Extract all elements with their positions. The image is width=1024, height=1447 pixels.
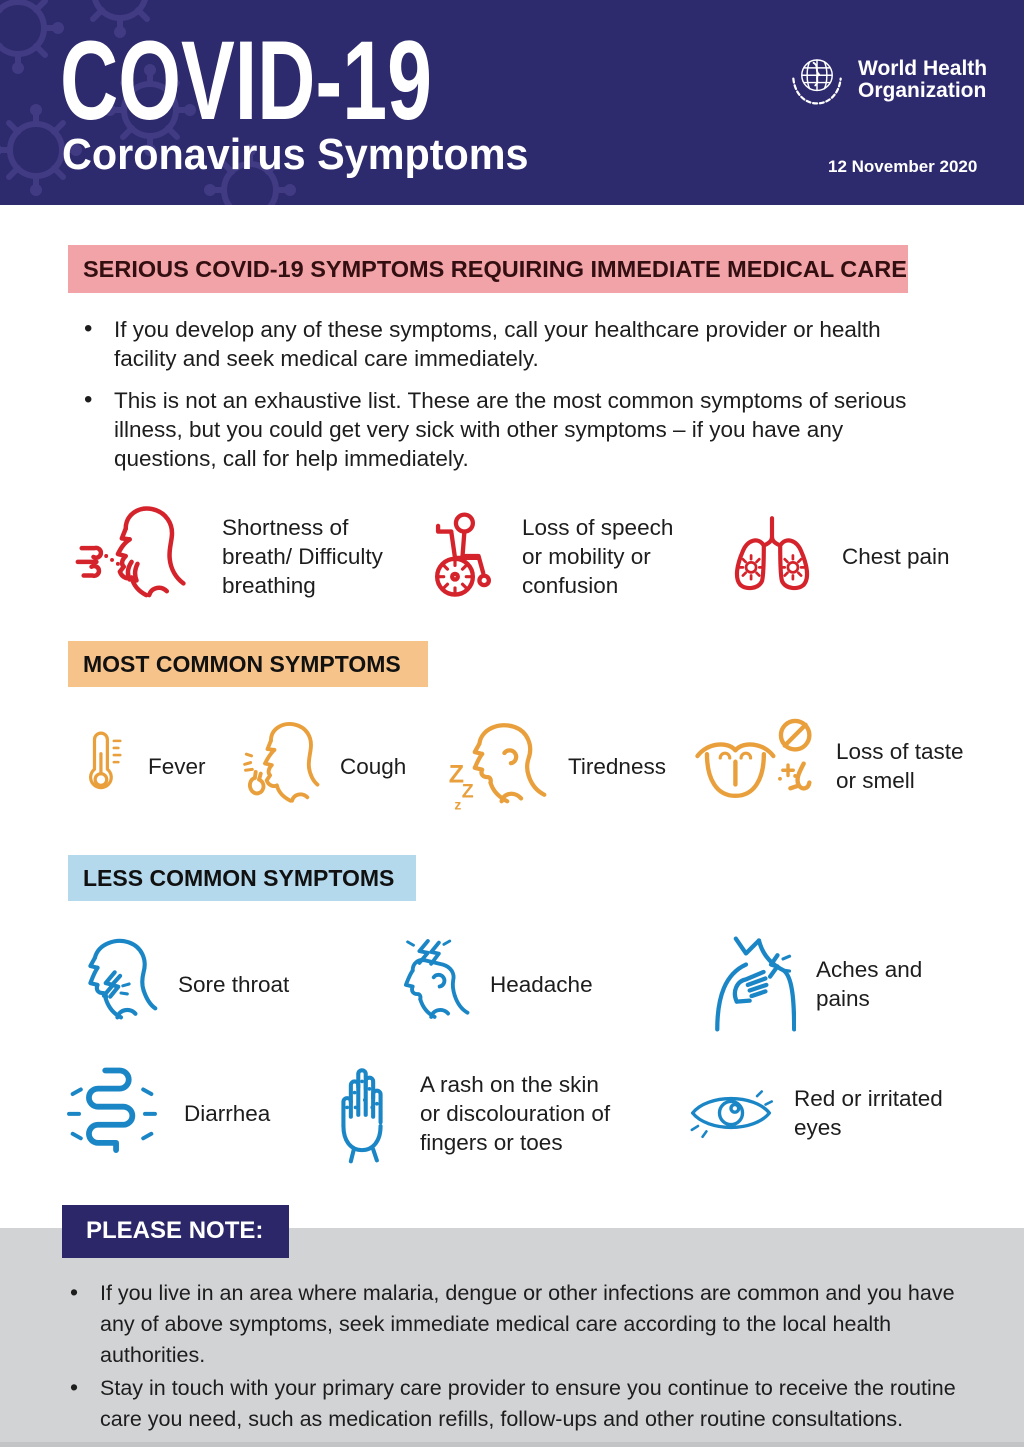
symptom-loss-of-taste [688, 716, 976, 816]
symptom-label: Shortness of breath/ Difficulty breathing [222, 514, 383, 598]
who-org-line1: World Health [858, 57, 988, 80]
please-note-banner: PLEASE NOTE: [62, 1205, 289, 1258]
shortness-of-breath-icon [70, 501, 202, 611]
symptom-label: Aches and pains [816, 957, 923, 1011]
headache-icon [384, 931, 470, 1037]
symptom-chest-pain [722, 512, 950, 600]
lungs-icon [722, 512, 822, 600]
symptom-shortness-of-breath [70, 501, 408, 611]
symptom-skin-rash [324, 1061, 688, 1165]
who-org-line2: Organization [858, 78, 987, 102]
poster-date: 12 November 2020 [828, 157, 978, 176]
symptom-label: A rash on the skin or discolouration of fingers or toes [420, 1071, 611, 1155]
coughing-person-icon [232, 713, 320, 819]
sore-throat-icon [66, 932, 158, 1036]
symptom-red-eyes [688, 1084, 946, 1142]
serious-section-banner: SERIOUS COVID-19 SYMPTOMS REQUIRING IMMEDIATE MEDICAL CARE [68, 245, 908, 293]
sleeping-person-icon [446, 715, 548, 817]
symptom-label: Red or irritated eyes [794, 1086, 943, 1140]
symptom-sore-throat [66, 932, 384, 1036]
aches-pains-icon [708, 932, 796, 1036]
symptom-aches-pains [708, 932, 938, 1036]
less-common-section-banner: LESS COMMON SYMPTOMS [68, 855, 416, 901]
svg-text:Z: Z [461, 780, 474, 803]
serious-bullet-list [78, 315, 920, 473]
svg-text:Z: Z [448, 760, 465, 789]
symptom-label: Cough [340, 753, 407, 779]
footer-note-section [0, 1228, 1024, 1447]
symptom-label: Diarrhea [184, 1100, 271, 1126]
most-common-section-banner: MOST COMMON SYMPTOMS [68, 641, 428, 687]
footer-bottom-edge [0, 1442, 1024, 1447]
symptom-fever [70, 713, 232, 819]
most-common-symptoms-row [0, 713, 1024, 819]
skin-rash-hand-icon [324, 1061, 400, 1165]
who-logo [786, 50, 987, 114]
who-org-name [858, 50, 987, 101]
header-band [0, 0, 1024, 205]
serious-symptoms-row [0, 501, 1024, 611]
thermometer-icon [70, 713, 128, 819]
who-emblem-icon [786, 50, 848, 114]
symptom-label: Tiredness [568, 753, 666, 779]
page-title: COVID-19 [60, 18, 432, 143]
less-common-symptoms-row-1 [0, 931, 1024, 1037]
symptom-label: Headache [490, 971, 593, 997]
symptom-loss-of-speech [408, 504, 722, 608]
note-bullet-list [66, 1278, 976, 1435]
note-bullet-2: • Stay in touch with your primary care provider to ensure you continue to receive the routine care you need, such as medication refills, follow-ups and other routine consultations. [66, 1373, 976, 1435]
symptom-label: Fever [148, 753, 206, 779]
svg-text:z: z [454, 796, 462, 813]
less-common-symptoms-row-2 [0, 1061, 1024, 1165]
symptom-label: Loss of speech or mobility or confusion [522, 514, 674, 598]
symptom-headache [384, 931, 708, 1037]
symptom-label: Loss of taste or smell [836, 739, 964, 793]
symptom-cough [232, 713, 446, 819]
red-eye-icon [688, 1085, 774, 1141]
loss-of-taste-smell-icon [688, 716, 816, 816]
note-bullet-1: • If you live in an area where malaria, dengue or other infections are common and you have any of above symptoms, seek immediate medical care according to the local health authorities. [66, 1278, 976, 1371]
serious-bullet-2: • This is not an exhaustive list. These are the most common symptoms of serious illness, but you could get very sick with other symptoms – if you have any questions, call for help immediately. [78, 386, 920, 473]
symptom-label: Chest pain [842, 543, 950, 569]
diarrhea-icon [60, 1062, 164, 1164]
serious-bullet-1: • If you develop any of these symptoms, call your healthcare provider or health facility and seek medical care immediately. [78, 315, 920, 373]
symptom-label: Sore throat [178, 971, 290, 997]
symptom-diarrhea [60, 1062, 324, 1164]
wheelchair-icon [408, 504, 502, 608]
page-subtitle: Coronavirus Symptoms [62, 130, 529, 179]
symptom-tiredness [446, 715, 688, 817]
